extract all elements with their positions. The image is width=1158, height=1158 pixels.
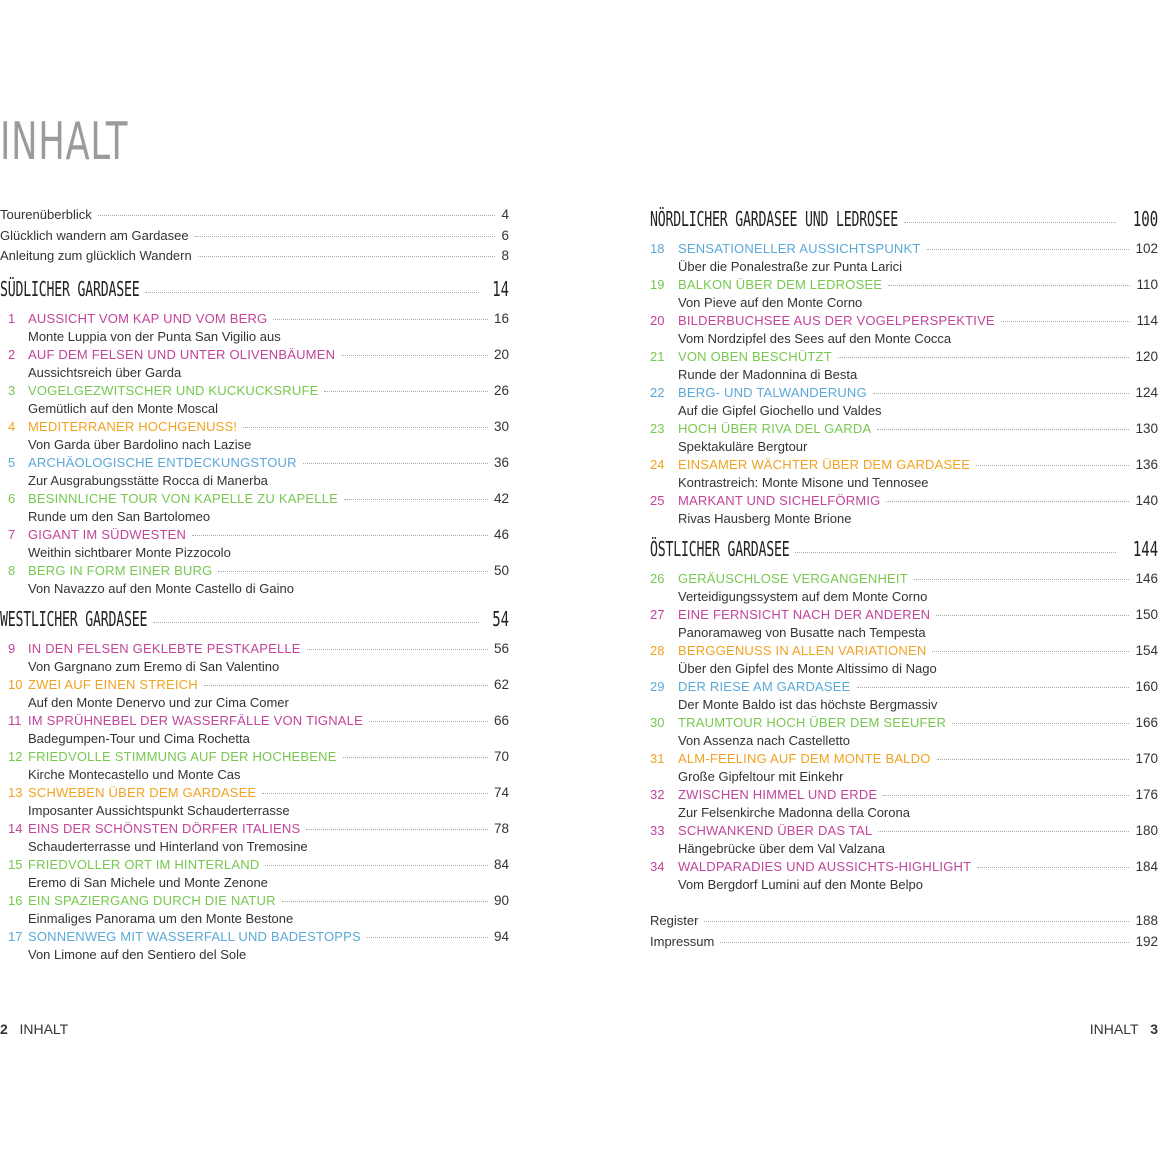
leader-dots <box>282 901 488 902</box>
tour-entry[interactable] <box>650 313 1158 349</box>
toc-entry-page: 188 <box>1135 913 1158 928</box>
section-oestlicher-gardasee <box>650 537 1158 895</box>
leader-dots <box>704 921 1129 922</box>
tour-subtitle: Kontrastreich: Monte Misone und Tennosee <box>678 475 929 490</box>
leader-dots <box>795 552 1116 553</box>
tour-page: 66 <box>493 712 509 728</box>
tour-page: 166 <box>1135 715 1158 730</box>
tour-heading-line <box>650 607 1158 625</box>
tour-subtitle: Kirche Montecastello und Monte Cas <box>28 766 241 782</box>
tour-name: FRIEDVOLLE STIMMUNG AUF DER HOCHEBENE <box>28 748 337 764</box>
tour-entry[interactable] <box>650 493 1158 529</box>
tour-name: BERG- UND TALWANDERUNG <box>678 385 867 400</box>
tour-subtitle: Über die Ponalestraße zur Punta Larici <box>678 259 903 274</box>
leader-dots <box>936 615 1129 616</box>
tour-page: 70 <box>493 748 509 764</box>
leader-dots <box>306 829 488 830</box>
leader-dots <box>857 687 1130 688</box>
leader-dots <box>195 236 496 237</box>
tour-entry[interactable] <box>650 715 1158 751</box>
tour-subtitle: Panoramaweg von Busatte nach Tempesta <box>678 625 926 640</box>
tour-entry[interactable] <box>0 677 509 713</box>
leader-dots <box>303 463 488 464</box>
tour-name: EINS DER SCHÖNSTEN DÖRFER ITALIENS <box>28 820 301 836</box>
leader-dots <box>937 759 1130 760</box>
tour-entry[interactable] <box>650 241 1158 277</box>
section-title: NÖRDLICHER GARDASEE UND LEDROSEE <box>650 207 898 231</box>
tour-page: 42 <box>493 490 509 506</box>
tour-name: BERG IN FORM EINER BURG <box>28 562 213 578</box>
tour-subtitle: Von Navazzo auf den Monte Castello di Gaino <box>28 580 294 596</box>
tour-subtitle: Über den Gipfel des Monte Altissimo di Nago <box>678 661 937 676</box>
tour-number: 15 <box>8 856 23 872</box>
tour-page: 110 <box>1136 277 1158 292</box>
leader-dots <box>98 215 496 216</box>
tour-name: SCHWANKEND ÜBER DAS TAL <box>678 823 873 838</box>
tour-page: 90 <box>493 892 509 908</box>
toc-entry[interactable] <box>650 913 1158 934</box>
tour-entry[interactable] <box>650 679 1158 715</box>
toc-entry-page: 6 <box>501 227 509 243</box>
tour-number: 8 <box>8 562 16 578</box>
tour-subtitle: Von Garda über Bardolino nach Lazise <box>28 436 252 452</box>
tour-heading-line <box>650 421 1158 439</box>
leader-dots <box>883 795 1129 796</box>
section-title: WESTLICHER GARDASEE <box>0 606 148 631</box>
tour-heading-line <box>0 821 509 839</box>
leader-dots <box>932 651 1129 652</box>
leader-dots <box>198 256 496 257</box>
tour-entry[interactable] <box>0 749 509 785</box>
tour-page: 140 <box>1135 493 1158 508</box>
leader-dots <box>904 222 1116 223</box>
tour-subtitle: Monte Luppia von der Punta San Vigilio aus <box>28 328 281 344</box>
tour-subtitle: Der Monte Baldo ist das höchste Bergmassiv <box>678 697 938 712</box>
tour-heading-line <box>0 857 509 875</box>
tour-entry[interactable] <box>650 421 1158 457</box>
tour-name: SENSATIONELLER AUSSICHTSPUNKT <box>678 241 921 256</box>
tour-heading-line <box>0 785 509 803</box>
tour-number: 27 <box>650 607 665 622</box>
tour-subtitle: Gemütlich auf den Monte Moscal <box>28 400 219 416</box>
tour-heading-line <box>650 751 1158 769</box>
tour-number: 17 <box>8 928 23 944</box>
tour-heading-line <box>0 311 509 329</box>
tour-heading-line <box>0 527 509 545</box>
tour-page: 130 <box>1135 421 1158 436</box>
tour-entry[interactable] <box>650 859 1158 895</box>
tour-subtitle: Weithin sichtbarer Monte Pizzocolo <box>28 544 231 560</box>
tour-name: ARCHÄOLOGISCHE ENTDECKUNGSTOUR <box>28 454 297 470</box>
tour-number: 4 <box>8 418 16 434</box>
toc-entry-label: Tourenüberblick <box>0 207 92 222</box>
leader-dots <box>273 319 488 320</box>
tour-entry[interactable] <box>0 929 509 965</box>
tour-entry[interactable] <box>650 277 1158 313</box>
section-noerdlicher-gardasee <box>650 207 1158 529</box>
leader-dots <box>977 867 1129 868</box>
tour-number: 22 <box>650 385 665 400</box>
section-page: 54 <box>492 606 509 631</box>
leader-dots <box>369 721 488 722</box>
leader-dots <box>720 942 1129 943</box>
tour-name: EINSAMER WÄCHTER ÜBER DEM GARDASEE <box>678 457 971 472</box>
tour-page: 50 <box>493 562 509 578</box>
back-matter-list <box>650 913 1158 954</box>
tour-heading-line <box>650 313 1158 331</box>
tour-name: BERGGENUSS IN ALLEN VARIATIONEN <box>678 643 927 658</box>
toc-entry[interactable] <box>0 207 509 228</box>
tour-number: 25 <box>650 493 665 508</box>
tour-number: 3 <box>8 382 16 398</box>
tour-heading-line <box>0 419 509 437</box>
tour-subtitle: Aussichtsreich über Garda <box>28 364 182 380</box>
leader-dots <box>888 285 1130 286</box>
tour-heading-line <box>650 679 1158 697</box>
tour-page: 184 <box>1135 859 1158 874</box>
tour-page: 114 <box>1136 313 1158 328</box>
toc-entry-page: 8 <box>501 248 509 263</box>
leader-dots <box>218 571 488 572</box>
tour-number: 33 <box>650 823 665 838</box>
tour-page: 120 <box>1135 349 1158 364</box>
tour-page: 36 <box>493 454 509 470</box>
tour-page: 94 <box>493 928 509 944</box>
tour-entry[interactable] <box>0 527 509 563</box>
tour-name: GERÄUSCHLOSE VERGANGENHEIT <box>678 571 908 586</box>
footer-left-label: INHALT <box>19 1021 69 1037</box>
tour-name: ZWISCHEN HIMMEL UND ERDE <box>678 787 878 802</box>
tour-heading-line <box>650 859 1158 877</box>
tour-page: 160 <box>1135 679 1158 694</box>
toc-right-column <box>650 207 1158 954</box>
tour-heading-line <box>0 893 509 911</box>
leader-dots <box>877 429 1129 430</box>
section-heading[interactable] <box>650 207 1158 241</box>
toc-left-column <box>0 207 509 965</box>
toc-entry-label: Impressum <box>650 933 715 949</box>
tour-page: 102 <box>1135 241 1158 256</box>
tour-name: AUF DEM FELSEN UND UNTER OLIVENBÄUMEN <box>28 346 336 362</box>
tour-name: HOCH ÜBER RIVA DEL GARDA <box>678 421 872 436</box>
tour-heading-line <box>650 493 1158 511</box>
section-heading[interactable] <box>650 537 1158 571</box>
tour-page: 180 <box>1135 823 1158 838</box>
tour-number: 21 <box>650 349 665 364</box>
tour-page: 146 <box>1135 571 1158 586</box>
tour-heading-line <box>650 385 1158 403</box>
tour-entry[interactable] <box>0 491 509 527</box>
leader-dots <box>192 535 488 536</box>
leader-dots <box>343 757 488 758</box>
tour-heading-line <box>0 347 509 365</box>
tour-number: 23 <box>650 421 665 436</box>
tour-subtitle: Schauderterrasse und Hinterland von Tremosine <box>28 838 308 854</box>
leader-dots <box>265 865 488 866</box>
section-heading[interactable] <box>0 277 509 311</box>
tour-page: 56 <box>493 640 509 656</box>
tour-name: GIGANT IM SÜDWESTEN <box>28 526 187 542</box>
leader-dots <box>145 292 479 293</box>
toc-entry[interactable] <box>0 248 509 269</box>
section-page: 14 <box>492 276 509 301</box>
tour-name: ZWEI AUF EINEN STREICH <box>28 676 198 692</box>
tour-heading-line <box>0 677 509 695</box>
footer-right <box>1090 1021 1158 1037</box>
tour-number: 34 <box>650 859 665 874</box>
tour-entry[interactable] <box>0 893 509 929</box>
leader-dots <box>886 501 1129 502</box>
tour-page: 30 <box>493 418 509 434</box>
leader-dots <box>838 357 1130 358</box>
page-title: INHALT <box>0 112 129 172</box>
footer-left <box>0 1021 68 1037</box>
tour-subtitle: Zur Ausgrabungsstätte Rocca di Manerba <box>28 472 268 488</box>
tour-heading-line <box>650 349 1158 367</box>
leader-dots <box>976 465 1129 466</box>
leader-dots <box>878 831 1129 832</box>
tour-page: 170 <box>1135 751 1158 766</box>
section-title: SÜDLICHER GARDASEE <box>0 276 140 301</box>
tour-heading-line <box>650 571 1158 589</box>
tour-subtitle: Von Assenza nach Castelletto <box>678 733 851 748</box>
toc-entry-page: 192 <box>1135 933 1158 949</box>
leader-dots <box>341 355 488 356</box>
tour-number: 14 <box>8 820 23 836</box>
tour-name: VOGELGEZWITSCHER UND KUCKUCKSRUFE <box>28 382 319 398</box>
tour-name: IN DEN FELSEN GEKLEBTE PESTKAPELLE <box>28 640 301 656</box>
tour-entry[interactable] <box>0 311 509 347</box>
section-heading[interactable] <box>0 607 509 641</box>
tour-entry[interactable] <box>650 571 1158 607</box>
tour-subtitle: Von Pieve auf den Monte Corno <box>678 295 863 310</box>
tour-subtitle: Verteidigungssystem auf dem Monte Corno <box>678 589 928 604</box>
leader-dots <box>307 649 488 650</box>
tour-heading-line <box>650 277 1158 295</box>
tour-name: FRIEDVOLLER ORT IM HINTERLAND <box>28 856 260 872</box>
tour-heading-line <box>650 823 1158 841</box>
toc-entry[interactable] <box>0 228 509 249</box>
tour-entry[interactable] <box>0 419 509 455</box>
tour-number: 19 <box>650 277 665 292</box>
tour-subtitle: Große Gipfeltour mit Einkehr <box>678 769 844 784</box>
tour-name: WALDPARADIES UND AUSSICHTS-HIGHLIGHT <box>678 859 972 874</box>
tour-entry[interactable] <box>0 821 509 857</box>
toc-entry-label: Glücklich wandern am Gardasee <box>0 227 189 243</box>
tour-number: 29 <box>650 679 665 694</box>
tour-entry[interactable] <box>0 713 509 749</box>
toc-entry-label: Register <box>650 913 699 928</box>
tour-number: 7 <box>8 526 16 542</box>
tour-number: 2 <box>8 346 16 362</box>
tour-subtitle: Rivas Hausberg Monte Brione <box>678 511 852 526</box>
tour-heading-line <box>0 491 509 509</box>
tour-subtitle: Badegumpen-Tour und Cima Rochetta <box>28 730 250 746</box>
tour-number: 28 <box>650 643 665 658</box>
page-number-left: 2 <box>0 1021 8 1037</box>
tour-subtitle: Auf die Gipfel Giochello und Valdes <box>678 403 882 418</box>
tour-entry[interactable] <box>650 385 1158 421</box>
tour-number: 5 <box>8 454 16 470</box>
tour-name: VON OBEN BESCHÜTZT <box>678 349 832 364</box>
tour-number: 6 <box>8 490 16 506</box>
tour-page: 62 <box>493 676 509 692</box>
page-number-right: 3 <box>1150 1021 1158 1037</box>
tour-entry[interactable] <box>0 383 509 419</box>
tour-number: 30 <box>650 715 665 730</box>
tour-number: 16 <box>8 892 23 908</box>
tour-name: SCHWEBEN ÜBER DEM GARDASEE <box>28 784 257 800</box>
leader-dots <box>262 793 488 794</box>
tour-page: 84 <box>493 856 509 872</box>
section-title: ÖSTLICHER GARDASEE <box>650 537 790 561</box>
section-suedlicher-gardasee <box>0 277 509 599</box>
tour-entry[interactable] <box>650 349 1158 385</box>
tour-name: TRAUMTOUR HOCH ÜBER DEM SEEUFER <box>678 715 947 730</box>
leader-dots <box>952 723 1129 724</box>
tour-heading-line <box>0 563 509 581</box>
tour-number: 20 <box>650 313 665 328</box>
footer-right-label: INHALT <box>1089 1021 1139 1037</box>
tour-name: MEDITERRANER HOCHGENUSS! <box>28 418 238 434</box>
toc-entry-page: 4 <box>501 207 509 222</box>
tour-page: 16 <box>493 310 509 326</box>
tour-number: 9 <box>8 640 16 656</box>
tour-name: ALM-FEELING AUF DEM MONTE BALDO <box>678 751 931 766</box>
tour-heading-line <box>650 643 1158 661</box>
tour-name: BILDERBUCHSEE AUS DER VOGELPERSPEKTIVE <box>678 313 995 328</box>
tour-entry[interactable] <box>0 785 509 821</box>
tour-page: 154 <box>1135 643 1158 658</box>
tour-subtitle: Eremo di San Michele und Monte Zenone <box>28 874 268 890</box>
tour-page: 26 <box>493 382 509 398</box>
tour-entry[interactable] <box>0 641 509 677</box>
tour-heading-line <box>0 749 509 767</box>
tour-page: 46 <box>493 526 509 542</box>
tour-entry[interactable] <box>650 787 1158 823</box>
tour-name: EINE FERNSICHT NACH DER ANDEREN <box>678 607 931 622</box>
tour-name: MARKANT UND SICHELFÖRMIG <box>678 493 881 508</box>
tour-number: 32 <box>650 787 665 802</box>
tour-subtitle: Runde um den San Bartolomeo <box>28 508 211 524</box>
tour-heading-line <box>650 241 1158 259</box>
leader-dots <box>1001 321 1131 322</box>
tour-page: 150 <box>1135 607 1158 622</box>
tour-entry[interactable] <box>650 607 1158 643</box>
leader-dots <box>204 685 488 686</box>
section-page: 144 <box>1132 537 1158 561</box>
tour-heading-line <box>650 457 1158 475</box>
leader-dots <box>914 579 1130 580</box>
tour-name: EIN SPAZIERGANG DURCH DIE NATUR <box>28 892 276 908</box>
tour-name: BALKON ÜBER DEM LEDROSEE <box>678 277 883 292</box>
tour-heading-line <box>0 641 509 659</box>
tour-name: SONNENWEG MIT WASSERFALL UND BADESTOPPS <box>28 928 361 944</box>
leader-dots <box>873 393 1130 394</box>
tour-number: 11 <box>8 712 22 728</box>
tour-subtitle: Auf den Monte Denervo und zur Cima Comer <box>28 694 289 710</box>
tour-number: 12 <box>8 748 23 764</box>
tour-heading-line <box>0 455 509 473</box>
tour-page: 74 <box>493 784 509 800</box>
tour-subtitle: Runde der Madonnina di Besta <box>678 367 858 382</box>
tour-subtitle: Imposanter Aussichtspunkt Schauderterrasse <box>28 802 290 818</box>
leader-dots <box>324 391 488 392</box>
tour-subtitle: Vom Nordzipfel des Sees auf den Monte Cocca <box>678 331 952 346</box>
leader-dots <box>344 499 488 500</box>
tour-entry[interactable] <box>650 457 1158 493</box>
tour-subtitle: Zur Felsenkirche Madonna della Corona <box>678 805 910 820</box>
tour-subtitle: Von Gargnano zum Eremo di San Valentino <box>28 658 280 674</box>
tour-number: 13 <box>8 784 23 800</box>
tour-subtitle: Spektakuläre Bergtour <box>678 439 808 454</box>
leader-dots <box>243 427 488 428</box>
tour-subtitle: Vom Bergdorf Lumini auf den Monte Belpo <box>678 877 923 892</box>
tour-entry[interactable] <box>0 347 509 383</box>
tour-page: 20 <box>493 346 509 362</box>
tour-page: 136 <box>1135 457 1158 472</box>
tour-heading-line <box>0 383 509 401</box>
tour-entry[interactable] <box>0 455 509 491</box>
section-westlicher-gardasee <box>0 607 509 965</box>
tour-entry[interactable] <box>650 751 1158 787</box>
tour-entry[interactable] <box>0 857 509 893</box>
tour-number: 24 <box>650 457 665 472</box>
toc-entry[interactable] <box>650 934 1158 955</box>
tour-name: IM SPRÜHNEBEL DER WASSERFÄLLE VON TIGNALE <box>28 712 363 728</box>
leader-dots <box>927 249 1130 250</box>
section-page: 100 <box>1132 207 1158 231</box>
tour-entry[interactable] <box>0 563 509 599</box>
tour-name: DER RIESE AM GARDASEE <box>678 679 851 694</box>
tour-number: 1 <box>8 310 16 326</box>
tour-page: 78 <box>493 820 509 836</box>
tour-page: 124 <box>1135 385 1158 400</box>
leader-dots <box>153 622 479 623</box>
tour-subtitle: Einmaliges Panorama um den Monte Bestone <box>28 910 294 926</box>
toc-entry-label: Anleitung zum glücklich Wandern <box>0 248 192 263</box>
tour-heading-line <box>0 713 509 731</box>
front-matter-list <box>0 207 509 269</box>
tour-heading-line <box>650 787 1158 805</box>
tour-name: AUSSICHT VOM KAP UND VOM BERG <box>28 310 268 326</box>
tour-heading-line <box>0 929 509 947</box>
tour-number: 10 <box>8 676 23 692</box>
tour-number: 31 <box>650 751 665 766</box>
leader-dots <box>367 937 488 938</box>
tour-number: 18 <box>650 241 665 256</box>
tour-subtitle: Von Limone auf den Sentiero del Sole <box>28 946 247 962</box>
tour-name: BESINNLICHE TOUR VON KAPELLE ZU KAPELLE <box>28 490 339 506</box>
tour-page: 176 <box>1135 787 1158 802</box>
tour-heading-line <box>650 715 1158 733</box>
tour-entry[interactable] <box>650 643 1158 679</box>
tour-entry[interactable] <box>650 823 1158 859</box>
tour-number: 26 <box>650 571 665 586</box>
tour-subtitle: Hängebrücke über dem Val Valzana <box>678 841 885 856</box>
